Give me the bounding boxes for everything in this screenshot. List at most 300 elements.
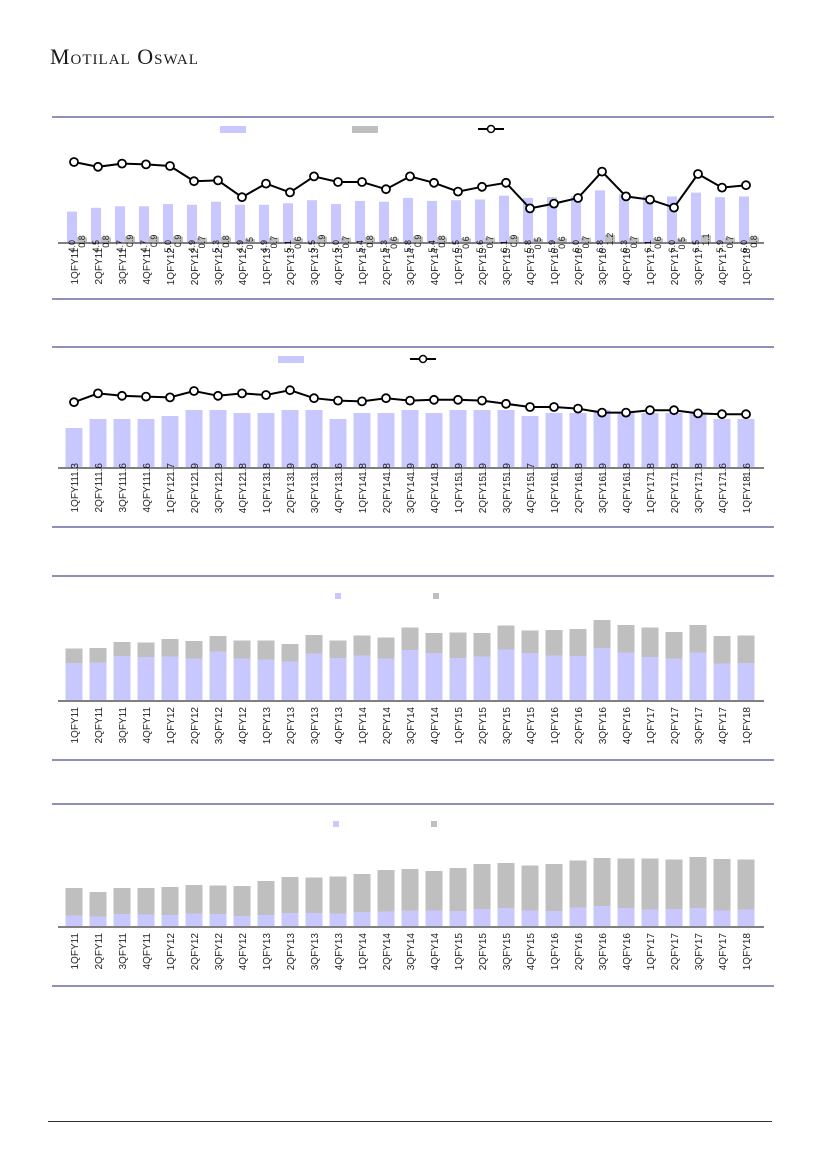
- data-label: 1.8: [382, 463, 393, 477]
- bar-series-1: [378, 413, 395, 467]
- line-marker: [646, 196, 654, 204]
- data-label: 1.8: [622, 463, 633, 477]
- legend-swatch: [220, 126, 246, 133]
- x-tick-label: 3QFY13: [310, 248, 321, 286]
- line-marker: [334, 397, 342, 405]
- bar-series-1: [498, 908, 515, 926]
- x-tick-label: 1QFY15: [454, 476, 465, 514]
- bar-series-2: [738, 860, 755, 910]
- bar-series-2: [618, 859, 635, 909]
- bar-series-1: [234, 659, 251, 701]
- bar-series-2: [138, 643, 155, 658]
- x-tick-label: 1QFY11: [70, 476, 81, 513]
- bar-series-1: [595, 190, 605, 242]
- bar-series-1: [715, 197, 725, 242]
- bar-series-1: [666, 659, 683, 701]
- x-tick-label: 4QFY12: [238, 248, 249, 286]
- legend-swatch: [433, 593, 439, 599]
- x-tick-label: 4QFY15: [526, 248, 537, 286]
- line-marker: [718, 410, 726, 418]
- bar-series-1: [474, 410, 491, 467]
- bar-series-1: [714, 911, 731, 927]
- bar-series-1: [690, 908, 707, 926]
- line-marker: [118, 160, 126, 168]
- bar-series-1: [234, 916, 251, 926]
- x-tick-label: 2QFY11: [94, 248, 105, 285]
- data-label: 1.9: [598, 463, 609, 477]
- line-marker: [190, 177, 198, 185]
- data-label: 1.8: [430, 463, 441, 477]
- bar-series-1: [186, 914, 203, 927]
- data-label: 1.1: [701, 233, 711, 246]
- bar-series-2: [306, 635, 323, 654]
- x-tick-label: 2QFY13: [286, 707, 297, 745]
- bar-series-1: [666, 909, 683, 926]
- x-tick-label: 3QFY17: [694, 707, 705, 745]
- bar-series-1: [378, 912, 395, 927]
- x-tick-label: 3QFY11: [118, 476, 129, 513]
- bar-series-1: [306, 913, 323, 926]
- x-tick-label: 4QFY14: [430, 933, 441, 971]
- data-label: 1.2: [605, 232, 615, 246]
- data-label: 1.9: [502, 463, 513, 477]
- bar-series-1: [258, 413, 275, 467]
- data-label: 0.9: [125, 234, 135, 248]
- bar-series-1: [714, 419, 731, 467]
- x-tick-label: 2QFY15: [478, 248, 489, 286]
- bar-series-1: [570, 908, 587, 927]
- bar-series-2: [642, 859, 659, 910]
- x-tick-label: 3QFY11: [118, 707, 129, 744]
- x-tick-label: 2QFY17: [670, 248, 681, 286]
- line-marker: [142, 160, 150, 168]
- x-tick-label: 1QFY16: [550, 933, 561, 971]
- bar-series-1: [403, 198, 413, 242]
- data-label: 5.9: [715, 240, 725, 253]
- line-marker: [358, 397, 366, 405]
- data-label: 1.7: [526, 463, 537, 477]
- line-marker: [94, 389, 102, 397]
- data-label: 0.7: [269, 235, 279, 249]
- x-tick-label: 3QFY15: [502, 476, 513, 514]
- bar-series-2: [66, 888, 83, 916]
- x-tick-label: 3QFY14: [406, 933, 417, 971]
- data-label: 0.6: [461, 236, 471, 249]
- bar-series-1: [619, 194, 629, 242]
- x-tick-label: 4QFY15: [526, 707, 537, 745]
- line-marker: [502, 179, 510, 187]
- bar-series-1: [354, 413, 371, 467]
- bar-series-1: [234, 413, 251, 467]
- bar-series-1: [475, 199, 485, 242]
- data-label: 0.8: [101, 235, 111, 248]
- x-tick-label: 2QFY13: [286, 476, 297, 514]
- x-tick-label: 4QFY13: [334, 248, 345, 286]
- bar-series-1: [330, 658, 347, 700]
- bar-series-2: [666, 632, 683, 659]
- bar-series-1: [162, 657, 179, 701]
- bar-series-2: [690, 857, 707, 908]
- bar-series-1: [642, 657, 659, 700]
- line-marker: [550, 200, 558, 208]
- x-tick-label: 1QFY17: [646, 248, 657, 286]
- data-label: 5.3: [211, 240, 221, 253]
- x-tick-label: 4QFY13: [334, 476, 345, 514]
- x-tick-label: 4QFY11: [142, 933, 153, 970]
- bar-series-2: [234, 886, 251, 916]
- data-label: 1.7: [166, 463, 177, 477]
- data-label: 5.0: [331, 240, 341, 253]
- bar-series-2: [162, 887, 179, 915]
- x-tick-label: 1QFY13: [262, 933, 273, 971]
- legend-marker: [488, 126, 495, 133]
- x-tick-label: 2QFY12: [190, 933, 201, 971]
- bar-series-2: [546, 864, 563, 911]
- data-label: 5.9: [547, 240, 557, 253]
- x-tick-label: 1QFY13: [262, 476, 273, 514]
- bar-series-2: [714, 636, 731, 664]
- x-tick-label: 3QFY15: [502, 933, 513, 971]
- bar-series-1: [450, 410, 467, 467]
- line-marker: [574, 405, 582, 413]
- data-label: 1.9: [286, 463, 297, 477]
- line-marker: [742, 410, 750, 418]
- data-label: 5.5: [307, 240, 317, 253]
- line-marker: [118, 392, 126, 400]
- bar-series-1: [739, 196, 749, 242]
- brand-logo: Motilal Oswal: [50, 44, 199, 69]
- line-marker: [166, 162, 174, 170]
- data-label: 5.4: [355, 240, 365, 253]
- data-label: 0.6: [293, 236, 303, 249]
- footer-rule: [48, 1121, 772, 1122]
- x-tick-label: 1QFY13: [262, 707, 273, 745]
- x-tick-label: 2QFY15: [478, 476, 489, 514]
- line-marker: [214, 176, 222, 184]
- line-marker: [718, 184, 726, 192]
- line-marker: [94, 163, 102, 171]
- bar-series-2: [66, 649, 83, 664]
- x-tick-label: 3QFY12: [214, 707, 225, 745]
- x-tick-label: 1QFY16: [550, 476, 561, 514]
- bar-series-2: [114, 642, 131, 656]
- x-tick-label: 2QFY13: [286, 933, 297, 971]
- bar-series-1: [306, 654, 323, 701]
- x-tick-label: 2QFY14: [382, 476, 393, 514]
- bar-series-2: [210, 636, 227, 652]
- x-tick-label: 4QFY16: [622, 476, 633, 514]
- bar-series-1: [378, 659, 395, 701]
- x-tick-label: 1QFY17: [646, 707, 657, 745]
- data-label: 1.8: [262, 463, 273, 477]
- x-tick-label: 4QFY12: [238, 933, 249, 971]
- bar-series-1: [402, 410, 419, 467]
- line-marker: [430, 396, 438, 404]
- x-tick-label: 4QFY14: [430, 707, 441, 745]
- bar-series-1: [642, 910, 659, 927]
- x-tick-label: 2QFY17: [670, 707, 681, 745]
- data-label: 0.5: [533, 237, 543, 250]
- bar-series-2: [666, 860, 683, 910]
- line-marker: [70, 398, 78, 406]
- x-tick-label: 2QFY15: [478, 707, 489, 745]
- x-tick-label: 2QFY16: [574, 248, 585, 286]
- data-label: 0.8: [221, 235, 231, 248]
- data-label: 6.8: [595, 240, 605, 253]
- line-marker: [694, 409, 702, 417]
- data-label: 5.5: [451, 240, 461, 253]
- bar-series-1: [210, 410, 227, 467]
- bar-series-2: [642, 628, 659, 658]
- bar-series-2: [714, 859, 731, 911]
- x-tick-label: 3QFY15: [502, 248, 513, 286]
- bar-series-1: [258, 660, 275, 701]
- data-label: 0.7: [341, 235, 351, 249]
- data-label: 0.7: [485, 235, 495, 249]
- x-tick-label: 3QFY14: [406, 707, 417, 745]
- bar-series-1: [522, 653, 539, 700]
- bar-series-1: [259, 205, 269, 242]
- data-label: 6.1: [499, 240, 509, 253]
- bar-series-1: [738, 419, 755, 467]
- bar-series-1: [162, 915, 179, 926]
- x-tick-label: 4QFY17: [718, 248, 729, 286]
- x-tick-label: 2QFY17: [670, 476, 681, 514]
- line-marker: [622, 409, 630, 417]
- bar-series-2: [450, 633, 467, 659]
- x-tick-label: 1QFY16: [550, 248, 561, 286]
- data-label: 1.8: [670, 463, 681, 477]
- bar-series-1: [450, 911, 467, 926]
- x-tick-label: 4QFY12: [238, 476, 249, 514]
- data-label: 1.6: [742, 463, 753, 477]
- bar-series-2: [738, 636, 755, 664]
- bar-series-1: [354, 912, 371, 926]
- bar-series-1: [187, 205, 197, 242]
- bar-series-1: [307, 200, 317, 242]
- x-tick-label: 2QFY14: [382, 248, 393, 286]
- bar-series-1: [355, 201, 365, 242]
- x-tick-label: 3QFY16: [598, 933, 609, 971]
- line-marker: [406, 397, 414, 405]
- line-marker: [334, 178, 342, 186]
- chart-2-svg: [52, 346, 774, 528]
- x-tick-label: 2QFY12: [190, 248, 201, 286]
- data-label: 1.9: [214, 463, 225, 477]
- bar-series-1: [90, 663, 107, 701]
- x-tick-label: 2QFY16: [574, 933, 585, 971]
- x-tick-label: 1QFY14: [358, 248, 369, 286]
- x-tick-label: 3QFY13: [310, 933, 321, 971]
- bar-series-2: [90, 648, 107, 663]
- x-tick-label: 3QFY12: [214, 933, 225, 971]
- bar-series-2: [258, 881, 275, 915]
- data-label: 0.5: [677, 237, 687, 250]
- bar-series-1: [738, 910, 755, 927]
- bar-series-2: [354, 636, 371, 656]
- bar-series-1: [90, 419, 107, 467]
- data-label: 1.9: [454, 463, 465, 477]
- bar-series-2: [282, 644, 299, 662]
- data-label: 0.9: [173, 234, 183, 248]
- data-label: 0.8: [437, 235, 447, 248]
- x-tick-label: 4QFY17: [718, 933, 729, 971]
- bar-series-1: [210, 652, 227, 701]
- bar-series-2: [594, 858, 611, 906]
- data-label: 0.7: [197, 235, 207, 249]
- x-tick-label: 2QFY12: [190, 707, 201, 745]
- data-label: 1.6: [334, 463, 345, 477]
- line-marker: [214, 392, 222, 400]
- bar-series-2: [114, 888, 131, 914]
- data-label: 4.9: [187, 240, 197, 253]
- bar-series-1: [211, 202, 221, 242]
- data-label: 5.8: [403, 240, 413, 253]
- data-label: 5.0: [163, 240, 173, 253]
- x-tick-label: 4QFY17: [718, 476, 729, 514]
- bar-series-1: [235, 205, 245, 242]
- line-marker: [142, 393, 150, 401]
- bar-series-2: [498, 863, 515, 908]
- bar-series-2: [522, 631, 539, 654]
- data-label: 0.6: [653, 236, 663, 249]
- x-tick-label: 3QFY15: [502, 707, 513, 745]
- bar-series-1: [138, 657, 155, 700]
- data-label: 4.9: [259, 240, 269, 253]
- data-label: 0.6: [557, 236, 567, 249]
- x-tick-label: 3QFY12: [214, 248, 225, 286]
- bar-series-1: [115, 206, 125, 242]
- x-tick-label: 1QFY12: [166, 707, 177, 745]
- bar-series-2: [258, 641, 275, 660]
- bar-series-2: [402, 628, 419, 651]
- bar-series-1: [498, 410, 515, 467]
- data-label: 1.9: [190, 463, 201, 477]
- bar-series-1: [474, 909, 491, 926]
- line-marker: [310, 394, 318, 402]
- bar-series-1: [690, 413, 707, 467]
- line-marker: [238, 389, 246, 397]
- bar-series-1: [594, 906, 611, 926]
- x-tick-label: 1QFY15: [454, 707, 465, 745]
- bar-series-1: [738, 663, 755, 700]
- line-marker: [286, 386, 294, 394]
- x-tick-label: 1QFY14: [358, 933, 369, 971]
- line-marker: [358, 178, 366, 186]
- x-tick-label: 1QFY12: [166, 248, 177, 286]
- data-label: 1.8: [694, 463, 705, 477]
- line-marker: [550, 403, 558, 411]
- bar-series-1: [451, 200, 461, 242]
- line-marker: [502, 400, 510, 408]
- line-marker: [478, 183, 486, 191]
- x-tick-label: 2QFY16: [574, 707, 585, 745]
- data-label: 0.7: [725, 235, 735, 249]
- line-marker: [382, 394, 390, 402]
- chart-panel-1: [52, 116, 774, 300]
- x-tick-label: 4QFY13: [334, 707, 345, 745]
- line-marker: [382, 185, 390, 193]
- data-label: 0.5: [245, 237, 255, 250]
- x-tick-label: 2QFY11: [94, 707, 105, 744]
- bar-series-2: [186, 885, 203, 914]
- data-label: 5.1: [283, 240, 293, 253]
- bar-series-2: [210, 886, 227, 915]
- data-label: 4.7: [115, 240, 125, 253]
- data-label: 1.8: [238, 463, 249, 477]
- bar-series-1: [258, 915, 275, 926]
- data-label: 6.1: [643, 240, 653, 253]
- data-label: 1.6: [118, 463, 129, 477]
- legend-swatch: [278, 356, 304, 363]
- line-marker: [454, 396, 462, 404]
- bar-series-2: [690, 625, 707, 653]
- x-tick-label: 2QFY11: [94, 933, 105, 970]
- x-tick-label: 4QFY16: [622, 707, 633, 745]
- line-marker: [742, 181, 750, 189]
- bar-series-1: [522, 911, 539, 927]
- x-tick-label: 3QFY16: [598, 707, 609, 745]
- x-tick-label: 1QFY16: [550, 707, 561, 745]
- line-marker: [646, 406, 654, 414]
- bar-series-1: [90, 917, 107, 927]
- data-label: 6.0: [739, 240, 749, 253]
- bar-series-1: [331, 204, 341, 242]
- x-tick-label: 1QFY14: [358, 476, 369, 514]
- x-tick-label: 1QFY18: [742, 707, 753, 745]
- x-tick-label: 1QFY12: [166, 476, 177, 514]
- data-label: 1.9: [406, 463, 417, 477]
- bar-series-1: [546, 656, 563, 701]
- x-tick-label: 1QFY15: [454, 248, 465, 286]
- x-tick-label: 3QFY16: [598, 476, 609, 514]
- bar-series-2: [162, 639, 179, 657]
- bar-series-2: [594, 620, 611, 648]
- line-marker: [598, 409, 606, 417]
- x-tick-label: 3QFY14: [406, 248, 417, 286]
- line-marker: [310, 172, 318, 180]
- bar-series-1: [66, 428, 83, 467]
- bar-series-1: [426, 413, 443, 467]
- bar-series-2: [354, 874, 371, 912]
- bar-series-2: [306, 878, 323, 914]
- x-tick-label: 1QFY18: [742, 248, 753, 286]
- x-tick-label: 2QFY13: [286, 248, 297, 286]
- bar-series-2: [378, 870, 395, 912]
- x-tick-label: 1QFY11: [70, 933, 81, 970]
- bar-series-1: [138, 915, 155, 927]
- line-marker: [262, 180, 270, 188]
- x-tick-label: 1QFY15: [454, 933, 465, 971]
- chart-panel-2: [52, 346, 774, 528]
- bar-series-1: [714, 664, 731, 701]
- bar-series-1: [66, 663, 83, 700]
- x-tick-label: 4QFY14: [430, 476, 441, 514]
- bar-series-1: [139, 206, 149, 242]
- x-tick-label: 1QFY12: [166, 933, 177, 971]
- bar-series-1: [306, 410, 323, 467]
- x-tick-label: 4QFY11: [142, 707, 153, 744]
- bar-series-1: [498, 650, 515, 701]
- data-label: 0.9: [413, 234, 423, 248]
- data-label: 4.0: [67, 240, 77, 253]
- data-label: 6.3: [619, 240, 629, 253]
- bar-series-1: [138, 419, 155, 467]
- bar-series-1: [499, 196, 509, 242]
- line-marker: [670, 204, 678, 212]
- bar-series-1: [594, 410, 611, 467]
- bar-series-1: [330, 914, 347, 927]
